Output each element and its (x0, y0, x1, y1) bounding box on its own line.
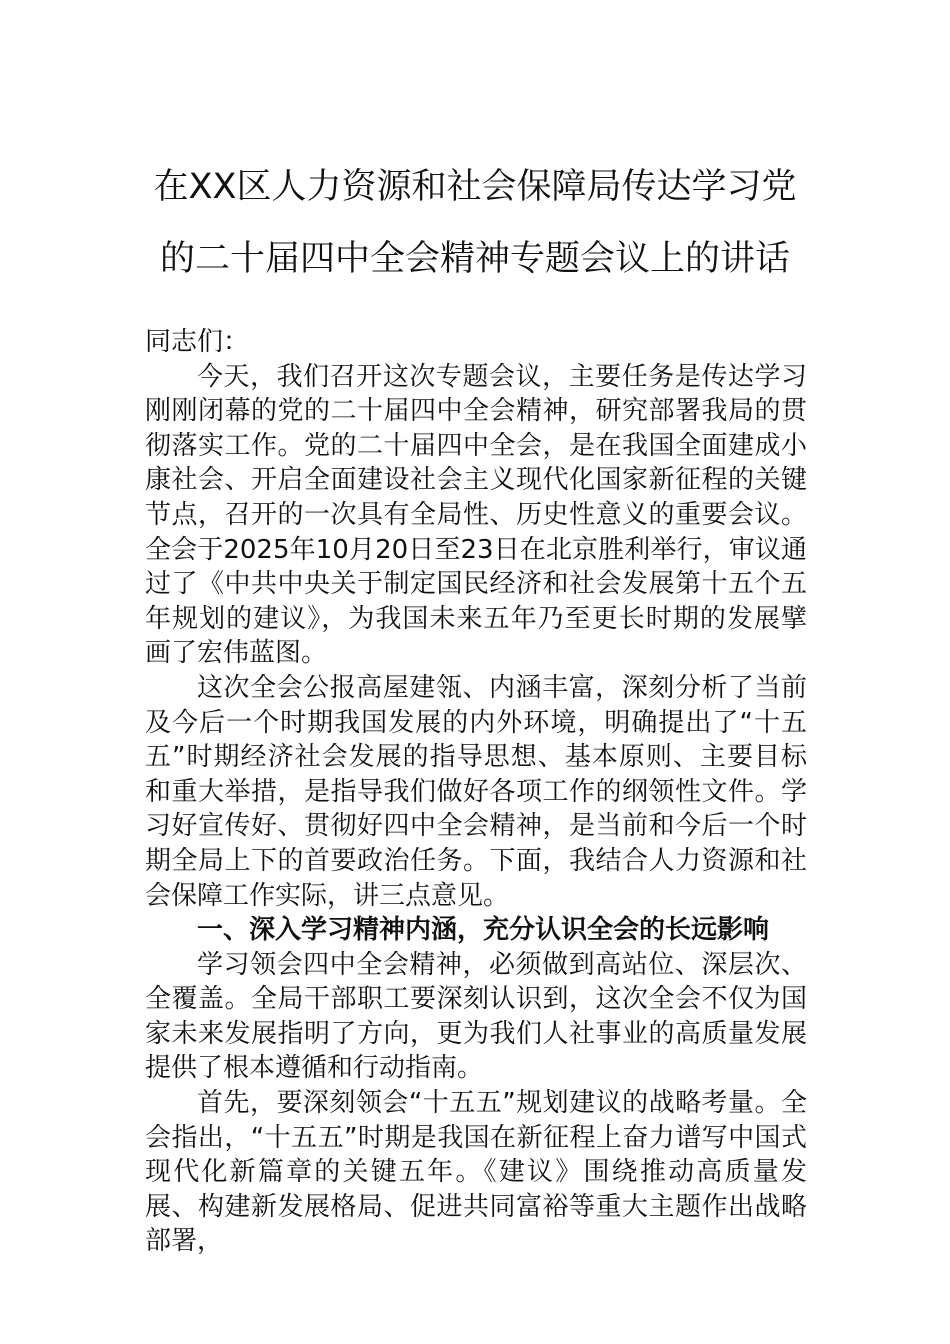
title-line-1: 在XX区人力资源和社会保障局传达学习党 (153, 167, 797, 207)
section-heading: 一、深入学习精神内涵，充分认识全会的长远影响 (197, 915, 770, 946)
salutation: 同志们： (145, 327, 250, 357)
paragraph: 学习领会四中全会精神，必须做到高站位、深层次、全覆盖。全局干部职工要深刻认识到，这次全会不仅为国家未来发展指明了方向，更为我们人社事业的高质量发展提供了根本遵循和行动指南。 (145, 949, 807, 1084)
paragraph: 今天，我们召开这次专题会议，主要任务是传达学习刚刚闭幕的党的二十届四中全会精神，研究部署我局的贯彻落实工作。党的二十届四中全会，是在我国全面建成小康社会、开启全面建设社会主义现代化国家新征程的关键节点，召开的一次具有全局性、历史性意义的重要会议。全会于2025年10月20日至23日在北京胜利举行，审议通过了《中共中央关于制定国民经济和社会发展第十五个五年规划的建议》，为我国未来五年乃至更长时期的发展擘画了宏伟蓝图。 (145, 361, 807, 669)
paragraph: 首先，要深刻领会“十五五”规划建议的战略考量。全会指出，“十五五”时期是我国在新征程上奋力谱写中国式现代化新篇章的关键五年。《建议》围绕推动高质量发展、构建新发展格局、促进共同富裕等重大主题作出战略部署， (145, 1088, 807, 1257)
document-body (145, 325, 807, 1259)
paragraph: 这次全会公报高屋建瓴、内涵丰富，深刻分析了当前及今后一个时期我国发展的内外环境，明确提出了“十五五”时期经济社会发展的指导思想、基本原则、主要目标和重大举措，是指导我们做好各项工作的纲领性文件。学习好宣传好、贯彻好四中全会精神，是当前和今后一个时期全局上下的首要政治任务。下面，我结合人力资源和社会保障工作实际，讲三点意见。 (145, 672, 807, 911)
title-line-2: 的二十届四中全会精神专题会议上的讲话 (159, 239, 790, 279)
document-title (135, 151, 815, 295)
